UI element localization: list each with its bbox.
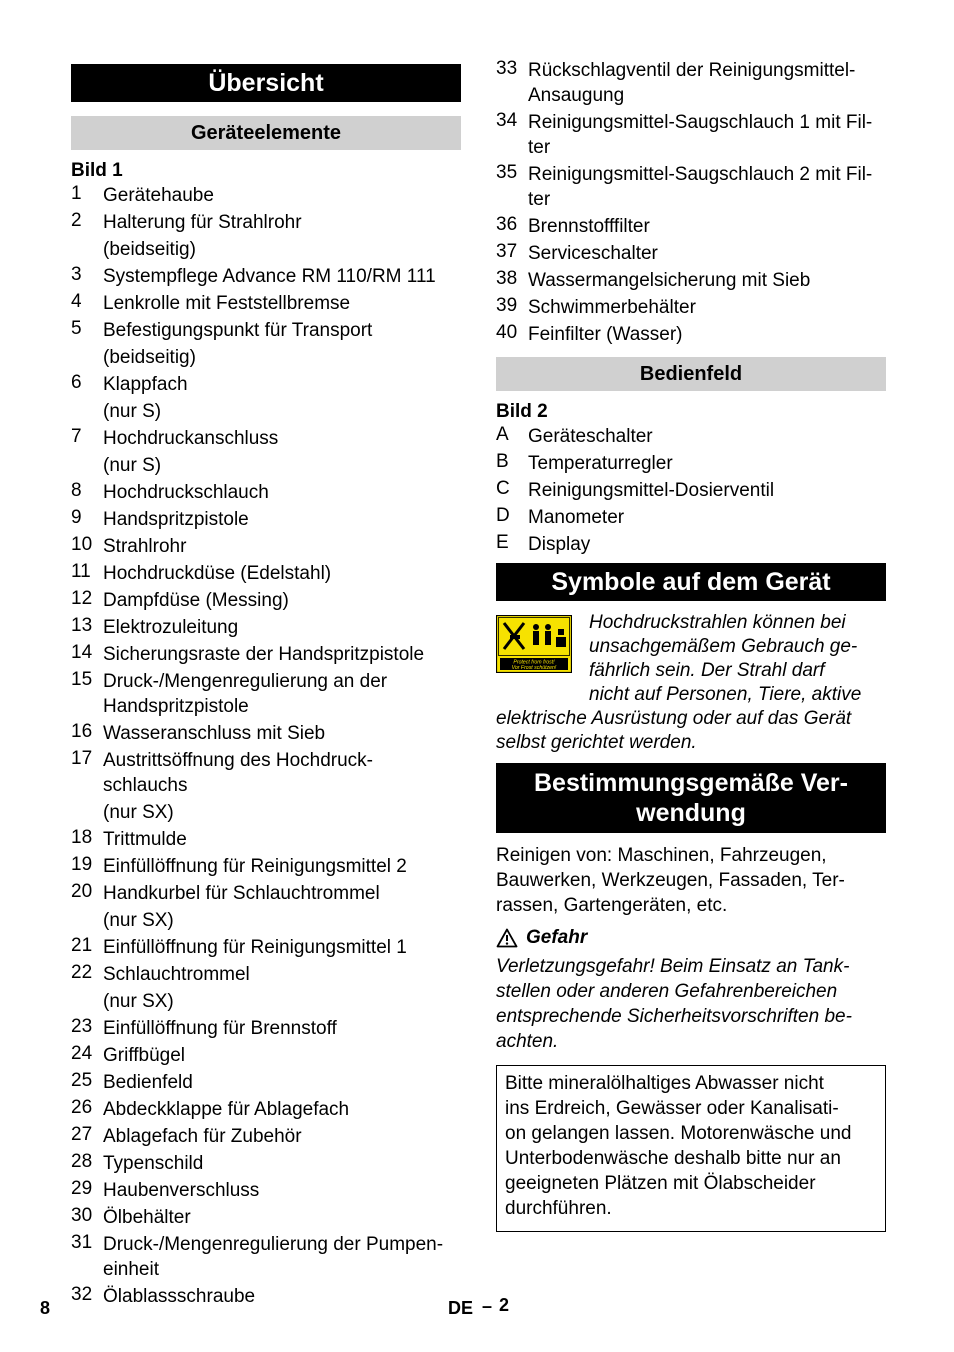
item-line: Serviceschalter [528,243,658,264]
item-line: Haubenverschluss [103,1180,260,1201]
figure-label: Bild 1 [71,160,123,181]
text-line: Bitte mineralölhaltiges Abwasser nicht [505,1073,824,1094]
item-text [103,534,461,559]
list-item [71,318,461,370]
item-number: 29 [71,1178,93,1199]
item-number: 30 [71,1205,93,1226]
item-line: Wasseranschluss mit Sieb [103,723,326,744]
item-line: Brennstofffilter [528,216,650,237]
list-item [71,507,461,532]
list-item [71,669,461,719]
item-line: schlauchs [103,775,188,796]
item-number: 17 [71,748,93,769]
list-item [71,1070,461,1095]
list-item [71,642,461,667]
item-line: Druck-/Mengenregulierung an der [103,671,388,692]
item-line: Druck-/Mengenregulierung der Pumpen- [103,1234,444,1255]
list-item [496,295,886,320]
item-number: B [496,451,509,472]
item-line: Reinigungsmittel-Dosierventil [528,480,775,501]
list-item [496,424,886,449]
item-number: 33 [496,58,518,79]
item-line: Hochdruckdüse (Edelstahl) [103,563,332,584]
text-line: Bauwerken, Werkzeugen, Fassaden, Ter- [496,870,845,891]
list-item [71,748,461,825]
item-line: Klappfach [103,374,188,395]
item-text [103,669,461,719]
item-line: ter [528,137,551,158]
item-number: 23 [71,1016,93,1037]
item-number: 7 [71,426,82,447]
text-line: Verletzungsgefahr! Beim Einsatz an Tank- [496,956,850,977]
list-item [71,1043,461,1068]
list-item [496,322,886,347]
item-line: Wassermangelsicherung mit Sieb [528,270,811,291]
list-item [71,1284,461,1309]
text-line: Reinigen von: Maschinen, Fahrzeugen, [496,845,827,866]
item-text [103,1097,461,1122]
list-item [496,162,886,212]
item-number: 40 [496,322,518,343]
item-number: 9 [71,507,82,528]
list-item [496,58,886,108]
item-text [103,854,461,879]
item-text [103,507,461,532]
item-note: (nur S) [103,401,162,422]
item-line: einheit [103,1259,159,1280]
item-text [528,110,886,160]
item-number: 15 [71,669,93,690]
list-item [71,721,461,746]
subheading-bedienfeld: Bedienfeld [496,357,886,391]
text-line: nicht auf Personen, Tiere, aktive [589,684,862,705]
item-line: Feinfilter (Wasser) [528,324,683,345]
item-line: Handspritzpistole [103,696,249,717]
list-item [71,615,461,640]
item-text [103,1070,461,1095]
use-heading-line-1: Bestimmungsgemäße Ver- [534,769,848,797]
item-number: 31 [71,1232,93,1253]
item-number: A [496,424,509,445]
section-heading-uebersicht: Übersicht [71,64,461,102]
item-number: 3 [71,264,82,285]
list-item [71,291,461,316]
item-line: Ablagefach für Zubehör [103,1126,302,1147]
list-item [71,534,461,559]
item-note: (nur SX) [103,910,174,931]
item-number: 25 [71,1070,93,1091]
list-item [71,1232,461,1282]
item-line: Hochdruckschlauch [103,482,269,503]
item-text [103,183,461,208]
list-item [71,480,461,505]
item-number: 11 [71,561,91,582]
item-number: 21 [71,935,93,956]
item-text [103,372,461,424]
figure-label-2: Bild 2 [496,401,548,422]
text-line: rassen, Gartengeräten, etc. [496,895,728,916]
item-text [103,588,461,613]
text-line: geeigneten Plätzen mit Ölabscheider [505,1173,816,1194]
text-line: durchführen. [505,1198,612,1219]
item-number: 27 [71,1124,93,1145]
item-line: Rückschlagventil der Reinigungsmittel- [528,60,856,81]
item-number: 39 [496,295,518,316]
item-number: D [496,505,510,526]
list-item [71,372,461,424]
item-text [103,1151,461,1176]
item-number: 14 [71,642,93,663]
text-line: entsprechende Sicherheitsvorschriften be- [496,1006,852,1027]
item-number: 2 [71,210,82,231]
list-item [71,183,461,208]
warning-triangle-icon [496,928,518,948]
warning-text-full [496,707,886,755]
item-line: Befestigungspunkt für Transport [103,320,373,341]
list-item [496,478,886,503]
item-text [103,480,461,505]
item-number: 13 [71,615,93,636]
item-line: ter [528,189,551,210]
item-line: Dampfdüse (Messing) [103,590,289,611]
item-text [103,1178,461,1203]
item-text [528,214,886,239]
left-column [71,64,461,1311]
list-item [71,210,461,262]
item-number: 6 [71,372,82,393]
item-number: 24 [71,1043,93,1064]
item-number: 4 [71,291,82,312]
item-number: 32 [71,1284,93,1305]
danger-label [496,926,886,950]
list-item [71,962,461,1014]
item-number: 10 [71,534,93,555]
item-text [103,935,461,960]
item-text [103,1205,461,1230]
list-item [71,1097,461,1122]
item-line: Griffbügel [103,1045,186,1066]
item-note: (nur S) [103,455,162,476]
item-text [528,241,886,266]
list-item [71,854,461,879]
warning-block [496,611,886,755]
item-line: Schwimmerbehälter [528,297,696,318]
text-line: fährlich sein. Der Strahl darf [589,660,825,681]
list-item [496,110,886,160]
text-line: stellen oder anderen Gefahrenbereichen [496,981,838,1002]
item-text [103,1232,461,1282]
item-text [103,642,461,667]
item-text [103,561,461,586]
item-number: C [496,478,510,499]
item-line: Abdeckklappe für Ablagefach [103,1099,350,1120]
intended-use-text [496,843,886,918]
item-line: Ölablassschraube [103,1286,256,1307]
item-line: Einfüllöffnung für Reinigungsmittel 2 [103,856,407,877]
list-item [71,561,461,586]
item-text [528,162,886,212]
list-item [71,1124,461,1149]
item-line: Hochdruckanschluss [103,428,279,449]
environment-notice-box [496,1065,886,1232]
item-number: 37 [496,241,518,262]
item-line: Lenkrolle mit Feststellbremse [103,293,351,314]
item-text [103,721,461,746]
list-item [71,1178,461,1203]
item-line: Temperaturregler [528,453,673,474]
item-number: 18 [71,827,93,848]
item-text [103,881,461,933]
item-note: (beidseitig) [103,347,196,368]
list-item [71,1151,461,1176]
subheading-geraeteelemente: Geräteelemente [71,116,461,150]
list-item [496,532,886,557]
text-line: unsachgemäßem Gebrauch ge- [589,636,858,657]
item-text [103,827,461,852]
list-item [71,588,461,613]
item-line: Typenschild [103,1153,204,1174]
item-text [528,478,886,503]
item-text [103,1043,461,1068]
text-line: Hochdruckstrahlen können bei [589,612,846,633]
warning-label-2: Vor Frost schützen! [511,665,557,671]
item-line: Display [528,534,591,555]
item-text [528,532,886,557]
item-text [528,58,886,108]
item-line: Sicherungsraste der Handspritzpistole [103,644,425,665]
item-line: Reinigungsmittel-Saugschlauch 2 mit Fil- [528,164,873,185]
item-line: Bedienfeld [103,1072,193,1093]
item-text [103,291,461,316]
list-item [71,264,461,289]
item-line: Gerätehaube [103,185,214,206]
item-text [528,268,886,293]
list-item [71,426,461,478]
item-note: (nur SX) [103,802,174,823]
item-number: 34 [496,110,518,131]
item-text [103,748,461,825]
list-item [496,214,886,239]
list-item [71,1205,461,1230]
item-note: (beidseitig) [103,239,196,260]
component-list-continued [496,58,886,347]
item-text [103,962,461,1014]
item-number: 12 [71,588,93,609]
item-number: 20 [71,881,93,902]
high-pressure-warning-icon [496,615,572,673]
list-item [496,241,886,266]
item-text [528,505,886,530]
section-heading-bestimmung [496,763,886,833]
component-list [71,183,461,1309]
item-text [103,210,461,262]
item-line: Reinigungsmittel-Saugschlauch 1 mit Fil- [528,112,873,133]
item-text [103,1284,461,1309]
text-line: elektrische Ausrüstung oder auf das Gerät [496,708,852,729]
item-number: E [496,532,509,553]
control-panel-list [496,424,886,557]
item-line: Elektrozuleitung [103,617,239,638]
warning-label-1: Protect from frost! [513,659,555,666]
item-number: 38 [496,268,518,289]
language-code: DE [448,1298,474,1318]
list-item [496,505,886,530]
section-heading-symbole: Symbole auf dem Gerät [496,563,886,601]
item-text [528,322,886,347]
text-line: ins Erdreich, Gewässer oder Kanalisati- [505,1098,839,1119]
item-text [103,615,461,640]
danger-label-text: Gefahr [526,927,588,948]
item-line: Geräteschalter [528,426,653,447]
item-number: 22 [71,962,93,983]
list-item [71,935,461,960]
text-line: achten. [496,1031,559,1052]
item-line: Systempflege Advance RM 110/RM 111 [103,266,436,287]
page-number: 8 [40,1298,51,1318]
item-note: (nur SX) [103,991,174,1012]
list-item [496,268,886,293]
item-text [103,264,461,289]
item-number: 36 [496,214,518,235]
item-line: Ansaugung [528,85,625,106]
item-line: Halterung für Strahlrohr [103,212,302,233]
item-number: 1 [71,183,82,204]
item-line: Manometer [528,507,625,528]
list-item [71,1016,461,1041]
item-line: Strahlrohr [103,536,187,557]
item-line: Ölbehälter [103,1207,191,1228]
list-item [71,827,461,852]
text-line: selbst gerichtet werden. [496,732,697,753]
list-item [71,881,461,933]
danger-text [496,954,886,1054]
item-line: Schlauchtrommel [103,964,250,985]
use-heading-line-2: wendung [636,799,746,827]
item-number: 26 [71,1097,93,1118]
text-line: on gelangen lassen. Motorenwäsche und [505,1123,852,1144]
item-text [103,1016,461,1041]
item-line: Handkurbel für Schlauchtrommel [103,883,380,904]
item-text [528,295,886,320]
footer-dash: – [482,1296,493,1316]
item-text [528,424,886,449]
item-line: Einfüllöffnung für Brennstoff [103,1018,337,1039]
item-number: 28 [71,1151,93,1172]
item-number: 5 [71,318,82,339]
right-column [496,58,886,1232]
item-text [103,426,461,478]
item-number: 8 [71,480,82,501]
text-line: Unterbodenwäsche deshalb bitte nur an [505,1148,841,1169]
item-line: Handspritzpistole [103,509,249,530]
item-text [528,451,886,476]
item-line: Trittmulde [103,829,187,850]
sub-page-number: 2 [499,1295,510,1315]
item-text [103,318,461,370]
item-number: 19 [71,854,93,875]
item-number: 35 [496,162,518,183]
item-text [103,1124,461,1149]
item-number: 16 [71,721,93,742]
list-item [496,451,886,476]
item-line: Einfüllöffnung für Reinigungsmittel 1 [103,937,407,958]
item-line: Austrittsöffnung des Hochdruck- [103,750,374,771]
